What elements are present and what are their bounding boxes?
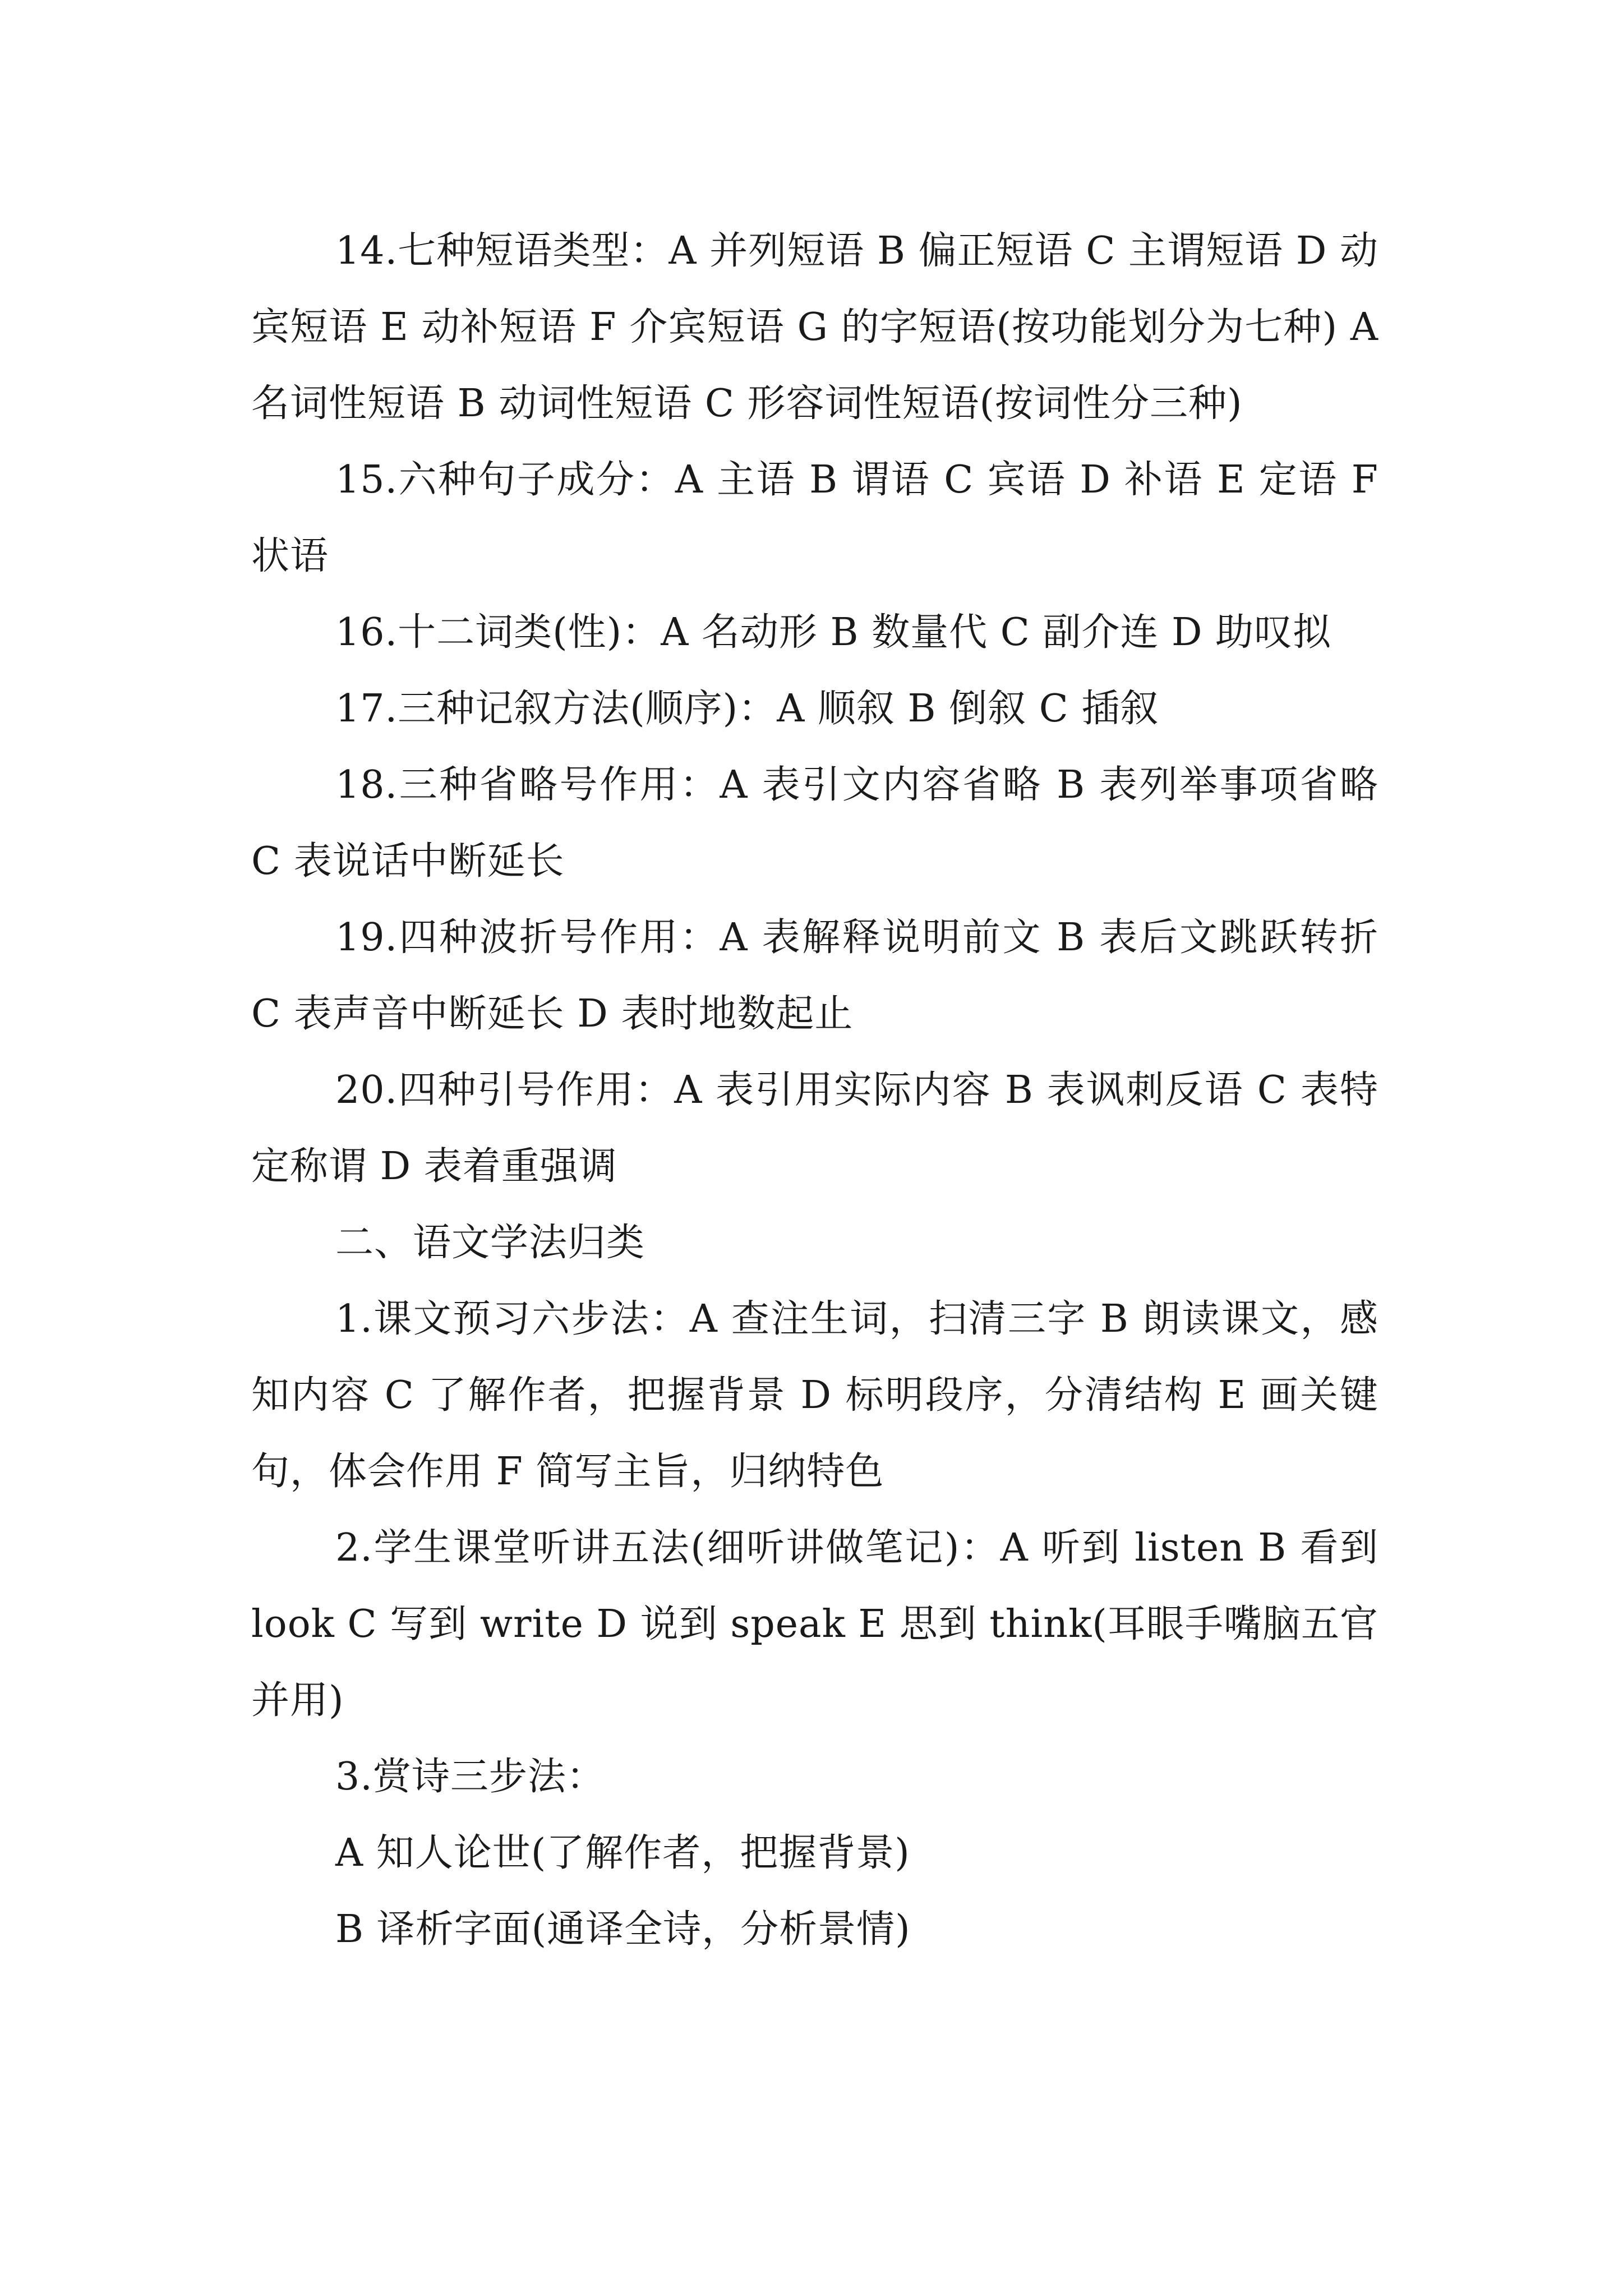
paragraph-dash-usage: 19.四种波折号作用：A 表解释说明前文 B 表后文跳跃转折 C 表声音中断延长 D 表时地数起止 <box>251 915 1378 1036</box>
paragraph-ellipsis-usage: 18.三种省略号作用：A 表引文内容省略 B 表列举事项省略 C 表说话中断延长 <box>251 763 1378 884</box>
section-heading-study-methods: 二、语文学法归类 <box>335 1221 645 1265</box>
paragraph-word-classes: 16.十二词类(性)：A 名动形 B 数量代 C 副介连 D 助叹拟 <box>335 610 1332 655</box>
paragraph-poetry-step-a: A 知人论世(了解作者，把握背景) <box>335 1831 910 1875</box>
paragraph-narration-methods: 17.三种记叙方法(顺序)：A 顺叙 B 倒叙 C 插叙 <box>335 687 1159 731</box>
paragraph-phrase-types: 14.七种短语类型：A 并列短语 B 偏正短语 C 主谓短语 D 动宾短语 E 动补短语 F 介宾短语 G 的字短语(按功能划分为七种) A 名词性短语 B 动词性短语 C 形容词性短语(按词性分三种) <box>251 229 1378 426</box>
paragraph-poetry-steps: 3.赏诗三步法： <box>335 1755 605 1799</box>
paragraph-listening-methods: 2.学生课堂听讲五法(细听讲做笔记)：A 听到 listen B 看到 look C 写到 write D 说到 speak E 思到 think(耳眼手嘴脑五官并用) <box>251 1526 1378 1723</box>
document-body <box>251 213 1378 1968</box>
paragraph-quote-usage: 20.四种引号作用：A 表引用实际内容 B 表讽刺反语 C 表特定称谓 D 表着重强调 <box>251 1068 1378 1189</box>
paragraph-preview-steps: 1.课文预习六步法：A 查注生词，扫清三字 B 朗读课文，感知内容 C 了解作者，把握背景 D 标明段序，分清结构 E 画关键句，体会作用 F 简写主旨，归纳特色 <box>251 1297 1378 1494</box>
paragraph-sentence-components: 15.六种句子成分：A 主语 B 谓语 C 宾语 D 补语 E 定语 F 状语 <box>251 458 1378 578</box>
paragraph-poetry-step-b: B 译析字面(通译全诗，分析景情) <box>335 1907 911 1952</box>
